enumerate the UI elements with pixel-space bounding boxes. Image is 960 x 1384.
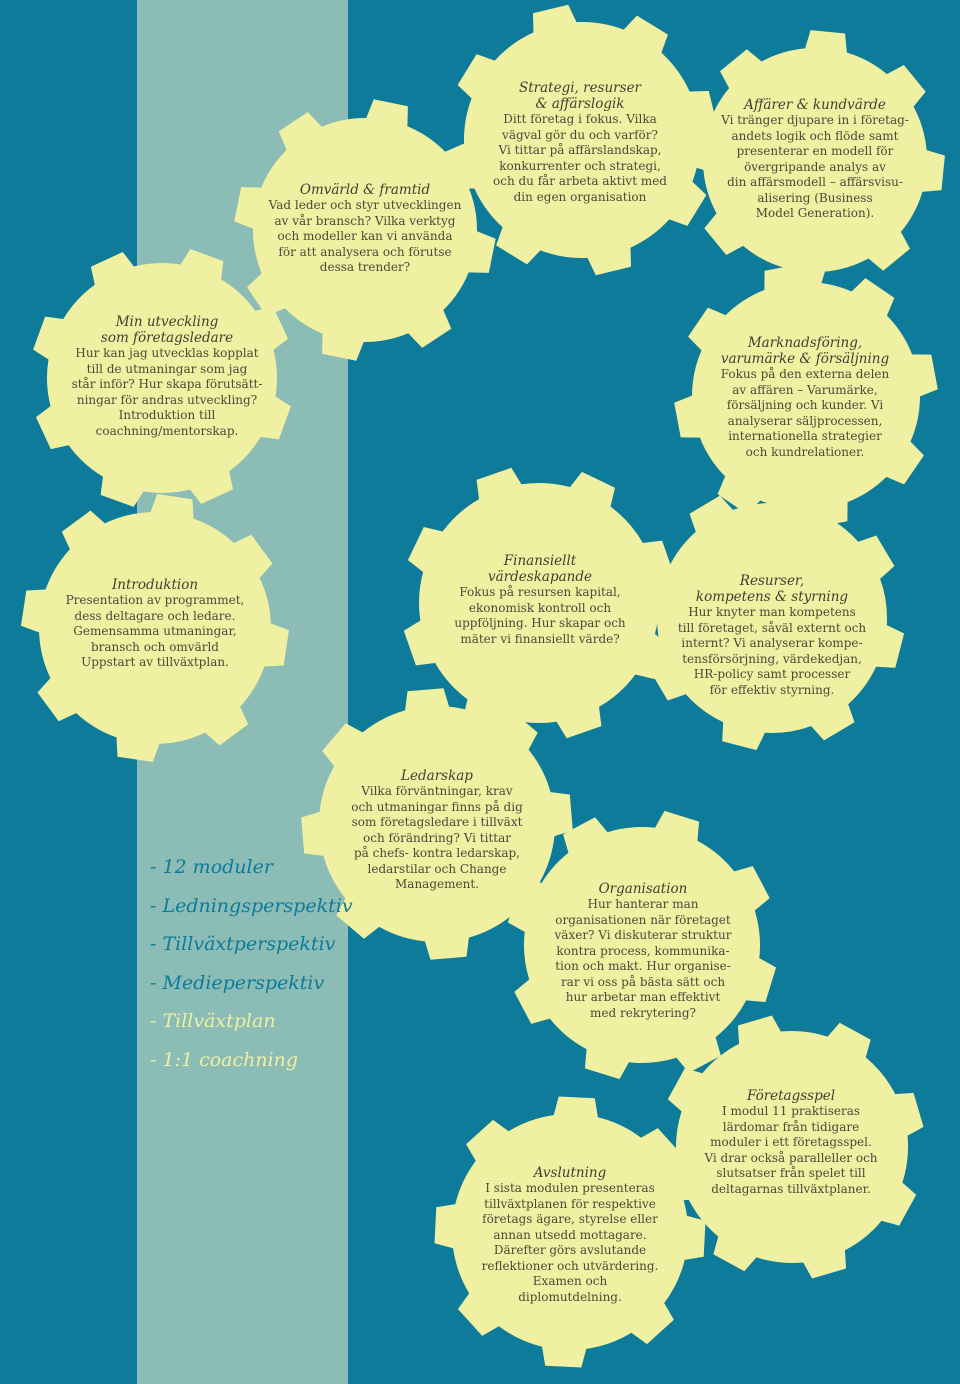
gear-title: Företagsspel	[746, 1088, 836, 1104]
gear-title: Affärer & kundvärde	[744, 97, 886, 113]
gear-body: Presentation av programmet, dess deltagare och ledare. Gemensamma utmaningar, bransch och omvärld Uppstart av tillväxtplan.	[65, 593, 245, 669]
gear-finansiellt	[425, 553, 655, 647]
gear-body: Vilka förväntningar, krav och utmaningar finns på dig som företagsledare i tillväxt och förändring? Vi tittar på chefs- kontra ledarskap, ledarstilar och Change Management.	[351, 784, 523, 891]
module-item: - Tillväxtperspektiv	[150, 933, 336, 955]
module-item: - 12 moduler	[150, 856, 273, 878]
gear-title: Omvärld & framtid	[299, 182, 431, 198]
gear-title: Marknadsföring, varumärke & försäljning	[720, 335, 890, 367]
module-item: - Medieperspektiv	[150, 971, 325, 994]
gear-marknad	[690, 335, 920, 460]
gear-title: Min utveckling som företagsledare	[100, 314, 234, 346]
gear-resurser	[657, 573, 887, 698]
gear-body: Fokus på den externa delen av affären – Varumärke, försäljning och kunder. Vi analyserar säljprocessen, internationella strategier och kundrelationer.	[720, 367, 890, 459]
gear-ledarskap	[322, 768, 552, 893]
module-item: - 1:1 coachning	[150, 1048, 299, 1071]
gear-body: Hur kan jag utvecklas kopplat till de utmaningar som jag står inför? Hur skapa förutsätt- ningar för andras utveckling? Introduktion till coachning/mentorskap.	[71, 346, 263, 438]
gear-title: Ledarskap	[401, 768, 473, 784]
gear-utveckling	[52, 314, 282, 439]
gear-body: Hur knyter man kompetens till företaget, såväl externt och internt? Vi analyserar kompe- tensförsörjning, värdekedjan, HR-policy samt processer för effektiv styrning.	[677, 605, 867, 697]
gear-title: Strategi, resurser & affärslogik	[518, 80, 642, 112]
module-item: - Ledningsperspektiv	[150, 894, 353, 917]
gear-title: Avslutning	[533, 1165, 607, 1181]
gear-body: Vad leder och styr utvecklingen av vår bransch? Vilka verktyg och modeller kan vi använda för att analysera och förutse dessa trender?	[268, 198, 462, 274]
gear-body: I sista modulen presenteras tillväxtplanen för respektive företags ägare, styrelse eller annan utsedd mottagare. Därefter görs avslutande reflektioner och utvärdering. Examen och diplomutdelning.	[481, 1181, 659, 1304]
gear-introduktion	[40, 577, 270, 671]
gear-body: I modul 11 praktiseras lärdomar från tidigare moduler i ett företagsspel. Vi drar också paralleller och slutsatser från spelet till deltagarnas tillväxtplaner.	[704, 1104, 878, 1196]
gear-title: Organisation	[598, 881, 688, 897]
gear-affarer	[700, 97, 930, 222]
gear-foretagsspel	[676, 1088, 906, 1197]
gear-strategi	[465, 80, 695, 205]
gear-omvarld	[250, 182, 480, 276]
gear-body: Ditt företag i fokus. Vilka vägval gör du och varför? Vi tittar på affärslandskap, konkurrenter och strategi, och du får arbeta aktivt med din egen organisation	[493, 112, 667, 204]
gear-body: Fokus på resursen kapital, ekonomisk kontroll och uppföljning. Hur skapar och mäter vi finansiellt värde?	[454, 585, 626, 646]
gear-title: Finansiellt värdeskapande	[488, 553, 592, 585]
gear-body: Vi tränger djupare in i företag- andets logik och flöde samt presenterar en modell för övergripande analys av din affärsmodell – affärsvisu- alisering (Business Model Generation).	[721, 113, 909, 220]
gear-avslutning	[455, 1165, 685, 1305]
module-item: - Tillväxtplan	[150, 1010, 276, 1032]
gear-organisation	[528, 881, 758, 1021]
gear-title: Resurser, kompetens & styrning	[695, 573, 849, 605]
gear-title: Introduktion	[111, 577, 199, 593]
module-list	[150, 855, 353, 1086]
gear-body: Hur hanterar man organisationen när företaget växer? Vi diskuterar struktur kontra process, kommunika- tion och makt. Hur organise- rar vi oss på bästa sätt och hur arbetar man effektivt med rekrytering?	[554, 897, 732, 1020]
